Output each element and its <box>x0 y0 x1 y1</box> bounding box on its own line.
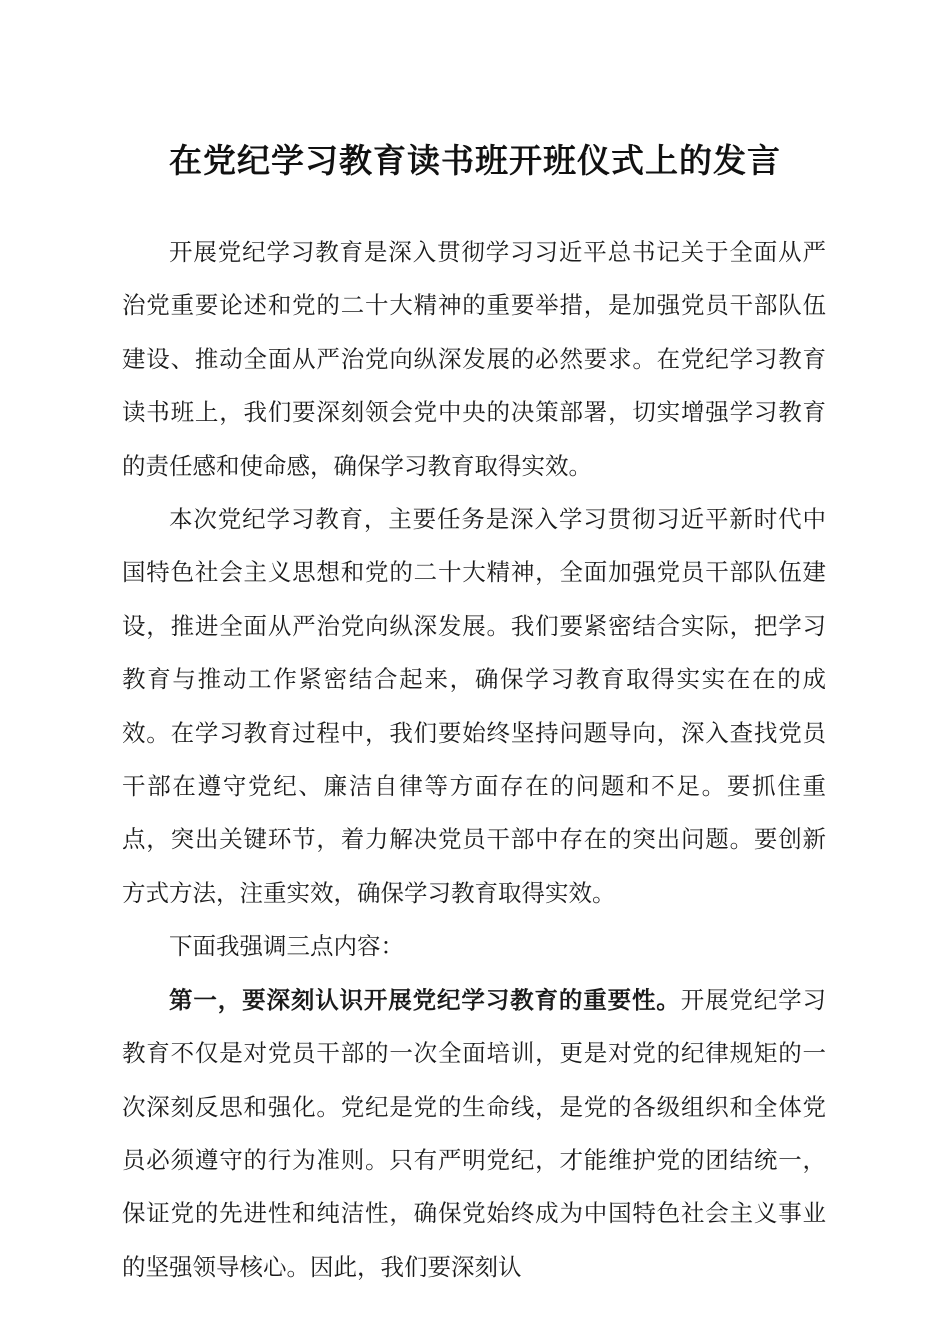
paragraph-text: 本次党纪学习教育，主要任务是深入学习贯彻习近平新时代中国特色社会主义思想和党的二十大精神，全面加强党员干部队伍建设，推进全面从严治党向纵深发展。我们要紧密结合实际，把学习教育与推动工作紧密结合起来，确保学习教育取得实实在在的成效。在学习教育过程中，我们要始终坚持问题导向，深入查找党员干部在遵守党纪、廉洁自律等方面存在的问题和不足。要抓住重点，突出关键环节，着力解决党员干部中存在的突出问题。要创新方式方法，注重实效，确保学习教育取得实效。 <box>122 505 826 907</box>
paragraph-text: 开展党纪学习教育不仅是对党员干部的一次全面培训，更是对党的纪律规矩的一次深刻反思和强化。党纪是党的生命线，是党的各级组织和全体党员必须遵守的行为准则。只有严明党纪，才能维护党的团结统一，保证党的先进性和纯洁性，确保党始终成为中国特色社会主义事业的坚强领导核心。因此，我们要深刻认 <box>122 985 827 1281</box>
paragraph-4 <box>122 974 826 1294</box>
paragraph-lead-sentence: 第一，要深刻认识开展党纪学习教育的重要性。 <box>169 985 681 1014</box>
paragraph-2 <box>122 493 826 920</box>
document-body <box>122 226 826 1294</box>
paragraph-text: 下面我强调三点内容： <box>169 932 404 961</box>
paragraph-text: 开展党纪学习教育是深入贯彻学习习近平总书记关于全面从严治党重要论述和党的二十大精神的重要举措，是加强党员干部队伍建设、推动全面从严治党向纵深发展的必然要求。在党纪学习教育读书班上，我们要深刻领会党中央的决策部署，切实增强学习教育的责任感和使命感，确保学习教育取得实效。 <box>122 238 826 480</box>
paragraph-1 <box>122 226 826 493</box>
document-title: 在党纪学习教育读书班开班仪式上的发言 <box>169 141 781 180</box>
paragraph-3 <box>122 920 826 973</box>
